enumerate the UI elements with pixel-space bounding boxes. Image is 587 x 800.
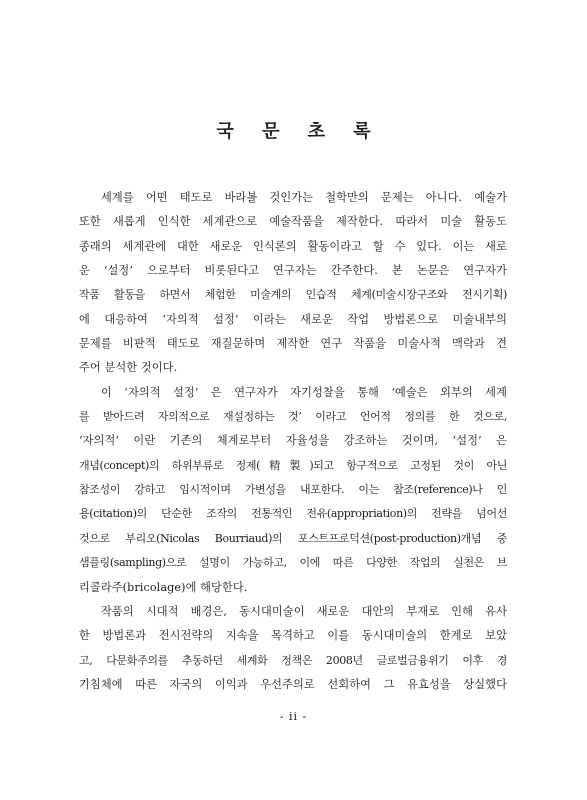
text-line: 참조성이 강하고 임시적이며 가변성을 내포한다. 이는 참조(reference)나 인 (79, 483, 507, 497)
text-line: 에 대응하여 ‘자의적 설정’ 이라는 새로운 작업 방법론으로 미술내부의 (79, 312, 507, 326)
text-line: 개념(concept)의 하위부류로 정제(精製)되고 항구적으로 고정된 것이 아닌 (79, 458, 507, 472)
text-line: 작품 활동을 하면서 체험한 미술계의 인습적 체계(미술시장구조와 전시기획) (79, 288, 507, 302)
text-line: 운 ‘설정’ 으로부터 비롯된다고 연구자는 간주한다. 본 논문은 연구자가 (79, 264, 507, 278)
text-line: 것으로 부리오(Nicolas Bourriaud)의 포스트프로덕션(post-production)개념 중 (79, 531, 507, 545)
text-line: 한 방법론과 전시전략의 지속을 목격하고 이를 동시대미술의 한계로 보았 (79, 629, 507, 643)
text-line: 고, 다문화주의를 추동하던 세계화 정책은 2008년 글로벌금융위기 이후 경 (79, 653, 507, 667)
text-line: 또한 새롭게 인식한 세계관으로 예술작품을 제작한다. 따라서 미술 활동도 (79, 215, 507, 229)
text-line: 세계를 어떤 태도로 바라볼 것인가는 철학만의 문제는 아니다. 예술가 (101, 191, 507, 204)
abstract-body (79, 186, 507, 697)
page-title: 국 문 초 록 (216, 121, 382, 142)
text-line: 이 ‘자의적 설정’ 은 연구자가 자기성찰을 통해 ‘예술은 외부의 세계 (101, 385, 507, 399)
text-line: 주어 분석한 것이다. (79, 361, 178, 375)
text-line: 리콜라주(bricolage)에 해당한다. (79, 580, 248, 594)
text-line: 종래의 세계관에 대한 새로운 인식론의 활동이라고 할 수 있다. 이는 새로 (79, 239, 507, 253)
text-line: 샘플링(sampling)으로 설명이 가능하고, 이에 따른 다양한 작업의 실천은 브 (79, 556, 507, 570)
text-line: ‘자의적’ 이란 기존의 체계로부터 자율성을 강조하는 것이며, ‘설정’ 은 (79, 434, 507, 448)
text-line: 문제를 비판적 태도로 재질문하며 제작한 연구 작품을 미술사적 맥락과 견 (79, 337, 507, 351)
text-line: 기침체에 따른 자국의 이익과 우선주의로 선회하여 그 유효성을 상실했다 (79, 677, 507, 691)
text-line: 용(citation)의 단순한 조작의 전통적인 전유(appropriation)의 전략을 넘어선 (79, 507, 507, 521)
text-line: 작품의 시대적 배경은, 동시대미술이 새로운 대안의 부재로 인해 유사 (101, 604, 507, 618)
page-number: - ii - (279, 710, 308, 723)
text-line: 를 받아드려 자의적으로 재설정하는 것’ 이라고 언어적 정의를 한 것으로, (79, 410, 507, 424)
